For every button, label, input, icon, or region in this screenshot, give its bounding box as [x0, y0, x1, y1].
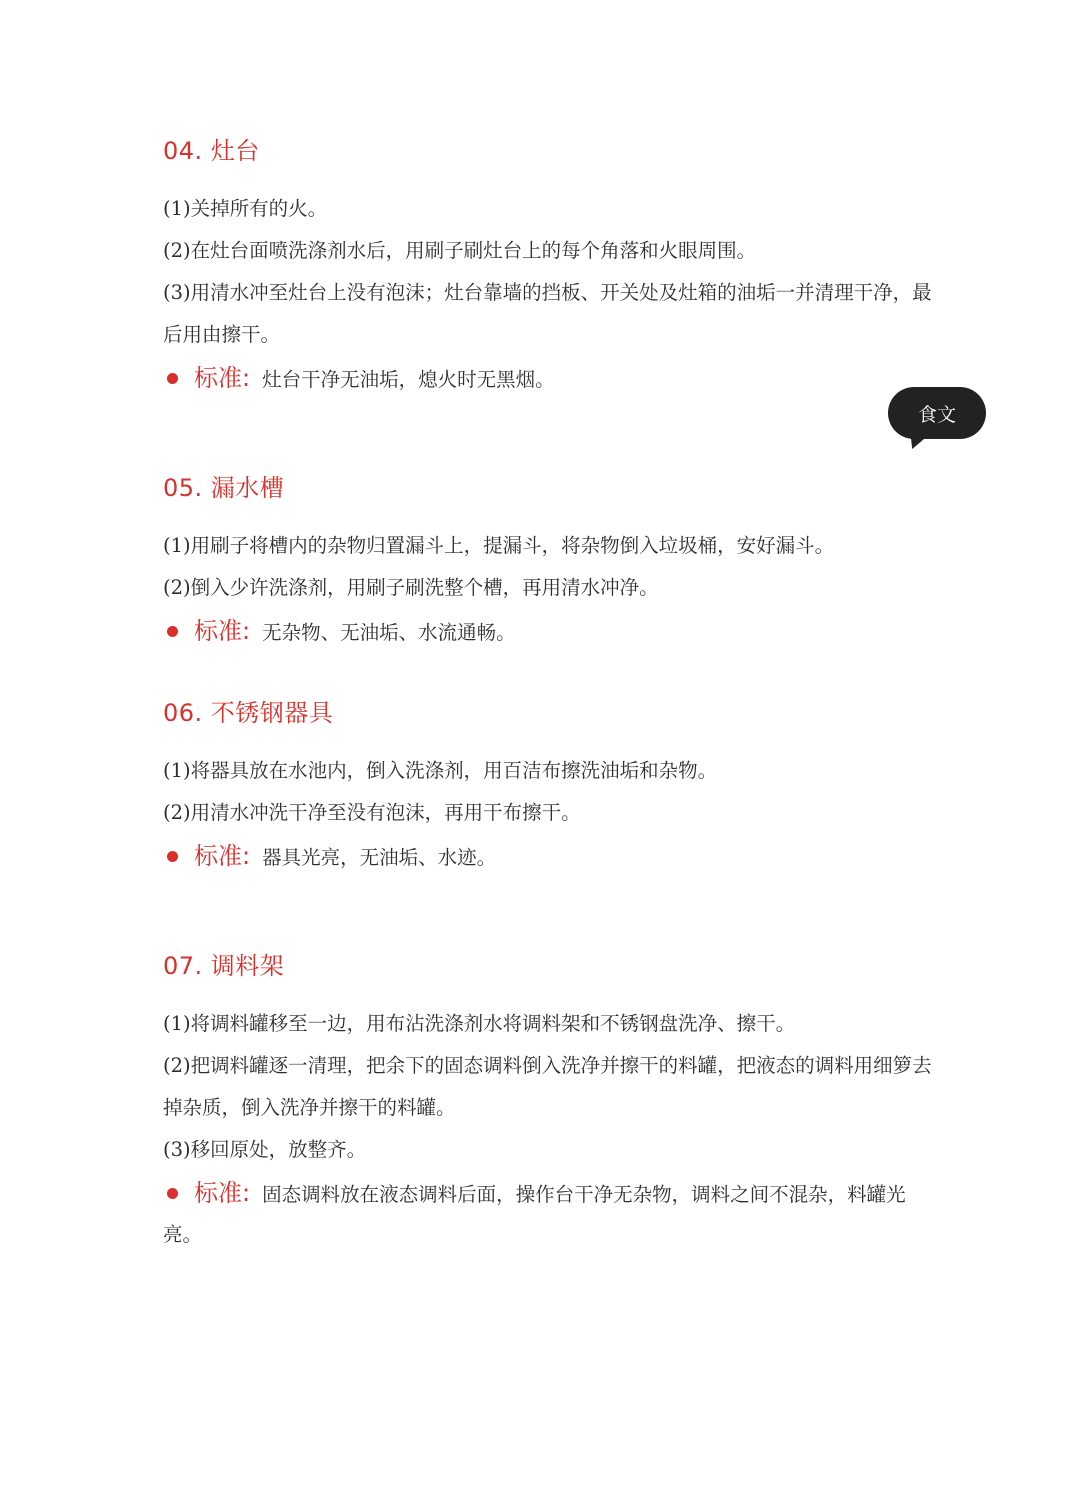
- standard-label: 标准:: [194, 617, 251, 645]
- standard-line: [163, 836, 933, 878]
- bullet-dot-icon: [167, 851, 178, 862]
- watermark-text: 食文: [917, 403, 956, 426]
- standard-line: [163, 1173, 933, 1255]
- section-stove: [163, 136, 933, 400]
- step-item: (2)倒入少许洗涤剂，用刷子刷洗整个槽，再用清水冲净。: [163, 576, 659, 599]
- section-title: 05. 漏水槽: [163, 474, 285, 502]
- bullet-dot-icon: [167, 626, 178, 637]
- section-title: 06. 不锈钢器具: [163, 699, 334, 727]
- step-item: (2)在灶台面喷洗涤剂水后，用刷子刷灶台上的每个角落和火眼周围。: [163, 239, 757, 262]
- standard-text: 固态调料放在液态调料后面，操作台干净无杂物，调料之间不混杂，料罐光亮。: [163, 1183, 906, 1246]
- section-stainless-steel: [163, 698, 933, 878]
- step-item: (2)用清水冲洗干净至没有泡沫，再用干布擦干。: [163, 801, 581, 824]
- section-sink: [163, 473, 933, 653]
- standard-label: 标准:: [194, 842, 251, 870]
- step-item: (3)用清水冲至灶台上没有泡沫；灶台靠墙的挡板、开关处及灶箱的油垢一并清理干净，最后用由擦干。: [163, 281, 932, 346]
- step-item: (1)将器具放在水池内，倒入洗涤剂，用百洁布擦洗油垢和杂物。: [163, 759, 718, 782]
- step-item: (1)用刷子将槽内的杂物归置漏斗上，提漏斗，将杂物倒入垃圾桶，安好漏斗。: [163, 534, 835, 557]
- standard-line: [163, 358, 933, 400]
- standard-label: 标准:: [194, 364, 251, 392]
- standard-line: [163, 611, 933, 653]
- standard-text: 无杂物、无油垢、水流通畅。: [262, 621, 516, 644]
- section-title: 04. 灶台: [163, 137, 260, 165]
- bullet-dot-icon: [167, 373, 178, 384]
- standard-label: 标准:: [194, 1179, 251, 1207]
- bullet-dot-icon: [167, 1188, 178, 1199]
- step-item: (1)将调料罐移至一边，用布沾洗涤剂水将调料架和不锈钢盘洗净、擦干。: [163, 1012, 796, 1035]
- section-title: 07. 调料架: [163, 952, 285, 980]
- speech-bubble-tail-icon: [906, 430, 929, 452]
- step-item: (3)移回原处，放整齐。: [163, 1138, 367, 1161]
- standard-text: 器具光亮，无油垢、水迹。: [262, 846, 497, 869]
- step-item: (1)关掉所有的火。: [163, 197, 328, 220]
- standard-text: 灶台干净无油垢，熄火时无黑烟。: [262, 368, 555, 391]
- section-spice-rack: [163, 951, 933, 1255]
- watermark-badge: [888, 387, 986, 439]
- step-item: (2)把调料罐逐一清理，把余下的固态调料倒入洗净并擦干的料罐，把液态的调料用细箩去掉杂质，倒入洗净并擦干的料罐。: [163, 1054, 932, 1119]
